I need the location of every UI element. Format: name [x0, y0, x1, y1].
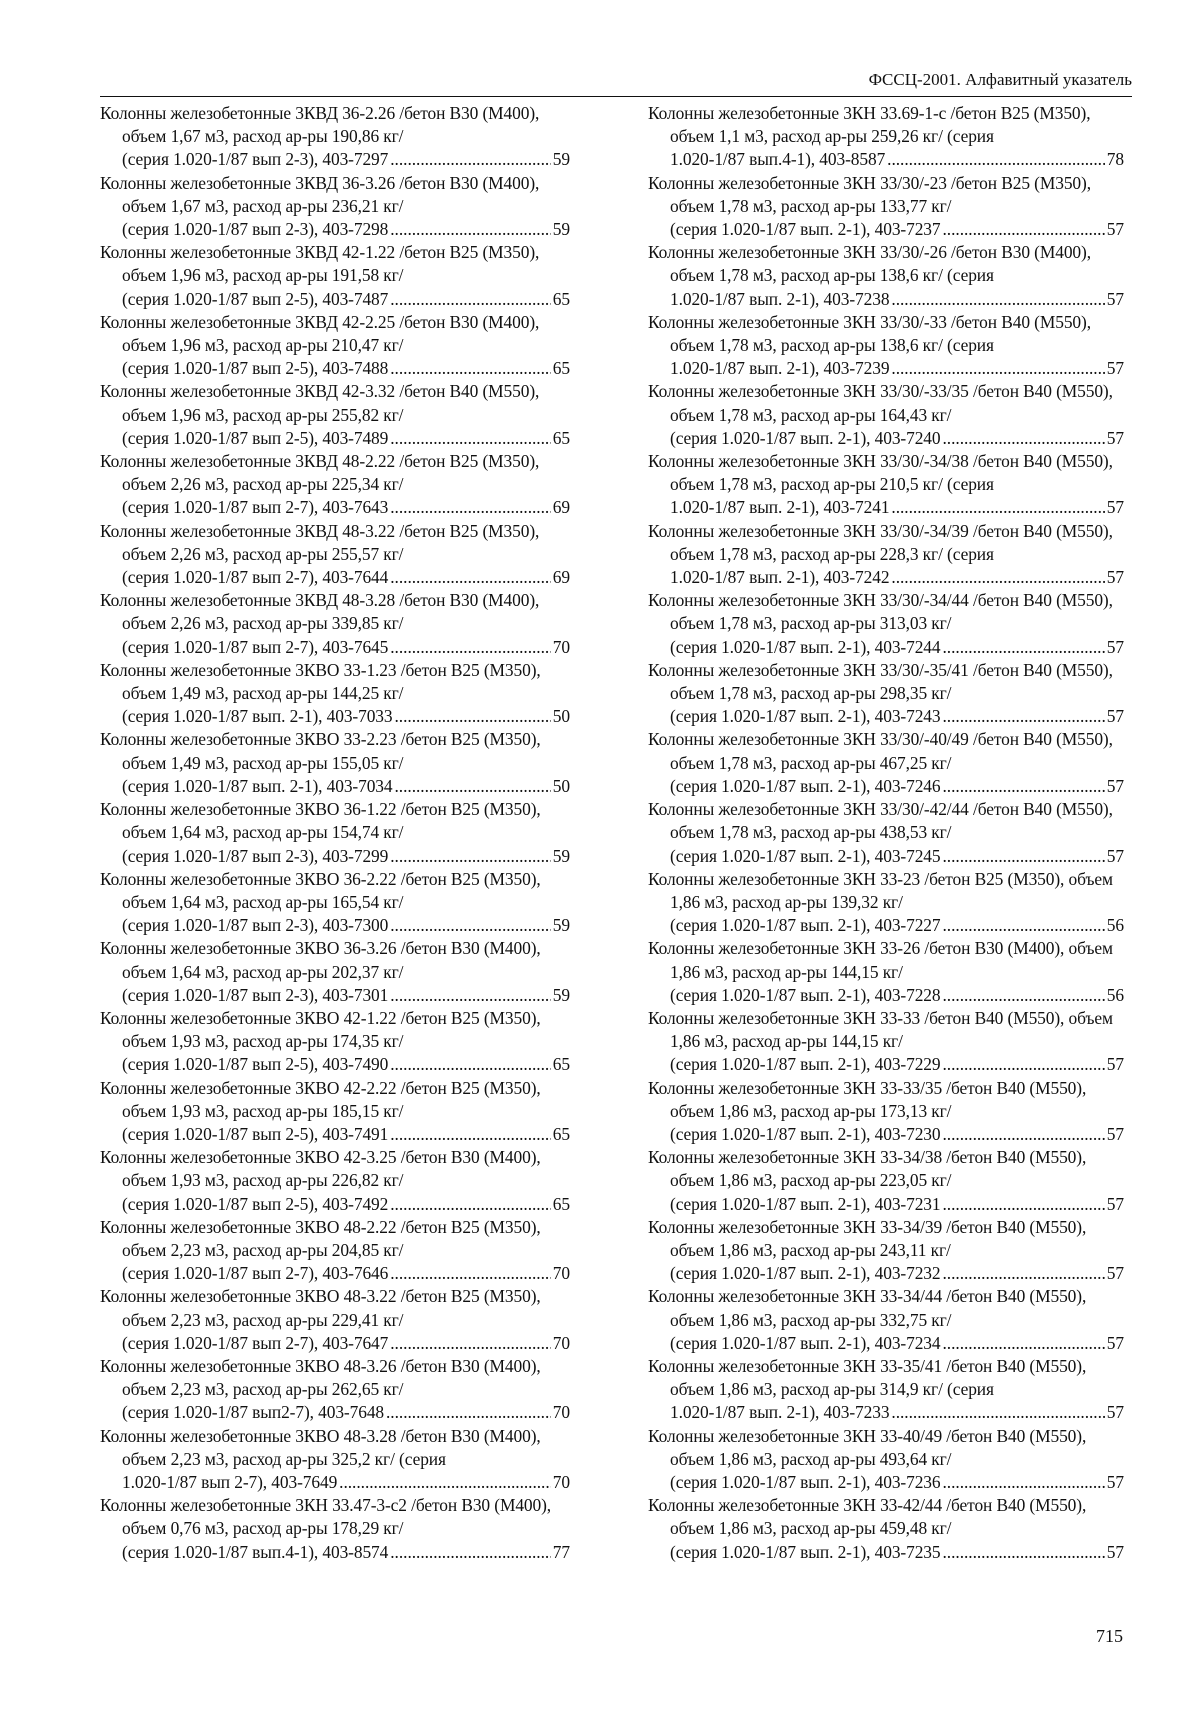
entry-reference-line — [122, 566, 570, 589]
entry-page-number: 56 — [1106, 915, 1124, 936]
entry-reference-line — [670, 984, 1124, 1007]
index-entry — [100, 1216, 570, 1286]
entry-series-reference: (серия 1.020-1/87 вып. 2-1), 403-7232 — [670, 1263, 941, 1284]
entry-series-reference: (серия 1.020-1/87 вып.4-1), 403-8574 — [122, 1541, 389, 1562]
dot-leader — [390, 1193, 551, 1216]
entry-reference-line — [122, 427, 570, 450]
entry-reference-line — [670, 845, 1124, 868]
dot-leader — [943, 218, 1105, 241]
entry-description: Колонны железобетонные 3КВО 36-2.22 /бетон В25 (М350), объем 1,64 м3, расход ар-ры 165,54 кг/ — [100, 868, 541, 912]
entry-page-number: 57 — [1106, 1123, 1124, 1144]
dot-leader — [891, 496, 1104, 519]
entry-reference-line — [670, 1471, 1124, 1494]
entry-series-reference: (серия 1.020-1/87 вып 2-5), 403-7491 — [122, 1123, 389, 1144]
index-entry — [648, 659, 1124, 729]
dot-leader — [943, 1471, 1105, 1494]
entry-description: Колонны железобетонные 3КВД 36-2.26 /бетон В30 (М400), объем 1,67 м3, расход ар-ры 190,86 кг/ — [100, 103, 540, 147]
entry-description: Колонны железобетонные 3КН 33/30/-33/35 /бетон В40 (М550), объем 1,78 м3, расход ар-ры 164,43 кг/ — [648, 381, 1113, 425]
entry-series-reference: (серия 1.020-1/87 вып. 2-1), 403-7236 — [670, 1471, 941, 1492]
dot-leader — [390, 1541, 551, 1564]
index-entry — [648, 1146, 1124, 1216]
entry-description: Колонны железобетонные 3КН 33-26 /бетон В30 (М400), объем 1,86 м3, расход ар-ры 144,15 кг/ — [648, 938, 1113, 982]
dot-leader — [943, 427, 1105, 450]
entry-description: Колонны железобетонные 3КН 33-23 /бетон В25 (М350), объем 1,86 м3, расход ар-ры 139,32 кг/ — [648, 868, 1113, 912]
entry-series-reference: (серия 1.020-1/87 вып2-7), 403-7648 — [122, 1402, 385, 1423]
entry-description: Колонны железобетонные 3КН 33/30/-34/44 /бетон В40 (М550), объем 1,78 м3, расход ар-ры 313,03 кг/ — [648, 590, 1113, 634]
dot-leader — [339, 1471, 551, 1494]
entry-series-reference: (серия 1.020-1/87 вып 2-7), 403-7643 — [122, 497, 389, 518]
entry-series-reference: (серия 1.020-1/87 вып 2-5), 403-7490 — [122, 1054, 389, 1075]
dot-leader — [395, 775, 551, 798]
entry-series-reference: (серия 1.020-1/87 вып. 2-1), 403-7234 — [670, 1332, 941, 1353]
index-entry — [100, 311, 570, 381]
entry-series-reference: (серия 1.020-1/87 вып. 2-1), 403-7033 — [122, 706, 393, 727]
entry-description: Колонны железобетонные 3КВД 48-3.22 /бетон В25 (М350), объем 2,26 м3, расход ар-ры 255,57 кг/ — [100, 520, 540, 564]
entry-series-reference: (серия 1.020-1/87 вып. 2-1), 403-7228 — [670, 984, 941, 1005]
entry-description: Колонны железобетонные 3КН 33-42/44 /бетон В40 (М550), объем 1,86 м3, расход ар-ры 459,48 кг/ — [648, 1495, 1087, 1539]
index-entry — [100, 1146, 570, 1216]
entry-description: Колонны железобетонные 3КВД 48-3.28 /бетон В30 (М400), объем 2,26 м3, расход ар-ры 339,85 кг/ — [100, 590, 540, 634]
dot-leader — [891, 288, 1104, 311]
entry-page-number: 70 — [552, 1332, 570, 1353]
entry-description: Колонны железобетонные 3КН 33/30/-34/39 /бетон В40 (М550), объем 1,78 м3, расход ар-ры 228,3 кг/ (серия — [648, 520, 1113, 564]
index-entry — [100, 102, 570, 172]
entry-series-reference: 1.020-1/87 вып. 2-1), 403-7242 — [670, 567, 890, 588]
dot-leader — [943, 845, 1105, 868]
dot-leader — [943, 1332, 1105, 1355]
entry-description: Колонны железобетонные 3КВО 48-3.22 /бетон В25 (М350), объем 2,23 м3, расход ар-ры 229,41 кг/ — [100, 1286, 541, 1330]
entry-page-number: 59 — [552, 845, 570, 866]
entry-reference-line — [670, 1123, 1124, 1146]
entry-description: Колонны железобетонные 3КН 33/30/-34/38 /бетон В40 (М550), объем 1,78 м3, расход ар-ры 210,5 кг/ (серия — [648, 451, 1113, 495]
entry-series-reference: (серия 1.020-1/87 вып. 2-1), 403-7243 — [670, 706, 941, 727]
index-entry — [648, 450, 1124, 520]
page-number: 715 — [1096, 1626, 1123, 1646]
index-entry — [100, 520, 570, 590]
entry-series-reference: (серия 1.020-1/87 вып 2-5), 403-7487 — [122, 288, 389, 309]
index-entry — [100, 1494, 570, 1564]
index-entry — [100, 1425, 570, 1495]
dot-leader — [390, 636, 551, 659]
index-entry — [100, 1285, 570, 1355]
entry-description: Колонны железобетонные 3КВО 48-3.28 /бетон В30 (М400), объем 2,23 м3, расход ар-ры 325,2 кг/ (серия — [100, 1425, 541, 1469]
entry-description: Колонны железобетонные 3КВО 48-3.26 /бетон В30 (М400), объем 2,23 м3, расход ар-ры 262,65 кг/ — [100, 1355, 541, 1400]
entry-series-reference: (серия 1.020-1/87 вып 2-3), 403-7298 — [122, 219, 389, 240]
entry-reference-line — [122, 496, 570, 519]
entry-series-reference: (серия 1.020-1/87 вып. 2-1), 403-7244 — [670, 636, 941, 657]
entry-reference-line — [122, 288, 570, 311]
entry-series-reference: (серия 1.020-1/87 вып. 2-1), 403-7245 — [670, 845, 941, 866]
entry-reference-line — [670, 775, 1124, 798]
entry-page-number: 77 — [552, 1541, 570, 1562]
entry-page-number: 57 — [1106, 567, 1124, 588]
entry-page-number: 57 — [1106, 497, 1124, 518]
entry-reference-line — [670, 1332, 1124, 1355]
entry-description: Колонны железобетонные 3КВО 42-3.25 /бетон В30 (М400), объем 1,93 м3, расход ар-ры 226,82 кг/ — [100, 1147, 541, 1191]
index-entry — [648, 172, 1124, 242]
index-entry — [648, 798, 1124, 868]
dot-leader — [943, 1541, 1105, 1564]
dot-leader — [943, 775, 1105, 798]
index-entry — [648, 589, 1124, 659]
entry-series-reference: (серия 1.020-1/87 вып 2-3), 403-7297 — [122, 149, 389, 170]
entry-page-number: 57 — [1106, 1541, 1124, 1562]
entry-page-number: 57 — [1106, 636, 1124, 657]
entry-page-number: 57 — [1106, 1402, 1124, 1423]
entry-description: Колонны железобетонные 3КВО 33-1.23 /бетон В25 (М350), объем 1,49 м3, расход ар-ры 144,25 кг/ — [100, 659, 541, 704]
entry-reference-line — [670, 357, 1124, 380]
entry-page-number: 57 — [1106, 706, 1124, 727]
entry-reference-line — [122, 1193, 570, 1216]
index-entry — [100, 1355, 570, 1425]
entry-description: Колонны железобетонные 3КВО 33-2.23 /бетон В25 (М350), объем 1,49 м3, расход ар-ры 155,05 кг/ — [100, 729, 541, 773]
index-entry — [648, 241, 1124, 311]
index-entry — [100, 937, 570, 1007]
index-entry — [100, 728, 570, 798]
entry-series-reference: (серия 1.020-1/87 вып. 2-1), 403-7240 — [670, 427, 941, 448]
entry-page-number: 69 — [552, 497, 570, 518]
entry-description: Колонны железобетонные 3КН 33/30/-40/49 /бетон В40 (М550), объем 1,78 м3, расход ар-ры 467,25 кг/ — [648, 729, 1113, 773]
dot-leader — [943, 1123, 1105, 1146]
entry-reference-line — [122, 1541, 570, 1564]
dot-leader — [390, 984, 551, 1007]
index-entry — [648, 868, 1124, 938]
entry-description: Колонны железобетонные 3КН 33-33 /бетон В40 (М550), объем 1,86 м3, расход ар-ры 144,15 кг/ — [648, 1007, 1113, 1052]
entry-page-number: 56 — [1106, 984, 1124, 1005]
dot-leader — [395, 705, 551, 728]
dot-leader — [390, 1123, 551, 1146]
entry-reference-line — [122, 914, 570, 937]
dot-leader — [891, 566, 1104, 589]
index-entry — [648, 1007, 1124, 1077]
dot-leader — [390, 1262, 551, 1285]
dot-leader — [390, 1332, 551, 1355]
entry-series-reference: (серия 1.020-1/87 вып 2-3), 403-7299 — [122, 845, 389, 866]
dot-leader — [943, 1053, 1105, 1076]
dot-leader — [891, 357, 1104, 380]
entry-reference-line — [122, 218, 570, 241]
entry-reference-line — [670, 148, 1124, 171]
dot-leader — [943, 914, 1105, 937]
entry-page-number: 57 — [1106, 845, 1124, 866]
entry-series-reference: (серия 1.020-1/87 вып 2-5), 403-7489 — [122, 427, 389, 448]
dot-leader — [891, 1401, 1104, 1424]
entry-description: Колонны железобетонные 3КВД 42-2.25 /бетон В30 (М400), объем 1,96 м3, расход ар-ры 210,47 кг/ — [100, 311, 540, 356]
entry-page-number: 69 — [552, 567, 570, 588]
entry-description: Колонны железобетонные 3КВО 36-1.22 /бетон В25 (М350), объем 1,64 м3, расход ар-ры 154,74 кг/ — [100, 799, 541, 843]
index-entry — [100, 868, 570, 938]
entry-reference-line — [670, 1262, 1124, 1285]
entry-description: Колонны железобетонные 3КН 33/30/-42/44 /бетон В40 (М550), объем 1,78 м3, расход ар-ры 438,53 кг/ — [648, 799, 1113, 843]
entry-page-number: 65 — [552, 427, 570, 448]
dot-leader — [390, 845, 551, 868]
dot-leader — [390, 496, 551, 519]
entry-description: Колонны железобетонные 3КН 33-40/49 /бетон В40 (М550), объем 1,86 м3, расход ар-ры 493,64 кг/ — [648, 1425, 1087, 1469]
entry-reference-line — [122, 148, 570, 171]
entry-page-number: 59 — [552, 219, 570, 240]
entry-series-reference: (серия 1.020-1/87 вып 2-7), 403-7646 — [122, 1263, 389, 1284]
entry-page-number: 57 — [1106, 219, 1124, 240]
index-entry — [100, 172, 570, 242]
entry-series-reference: 1.020-1/87 вып 2-7), 403-7649 — [122, 1471, 338, 1492]
index-entry — [648, 1425, 1124, 1495]
entry-page-number: 78 — [1106, 149, 1124, 170]
entry-page-number: 59 — [552, 915, 570, 936]
entry-description: Колонны железобетонные 3КВО 42-1.22 /бетон В25 (М350), объем 1,93 м3, расход ар-ры 174,35 кг/ — [100, 1007, 541, 1052]
index-entry — [100, 241, 570, 311]
entry-series-reference: (серия 1.020-1/87 вып 2-7), 403-7647 — [122, 1332, 389, 1353]
entry-series-reference: (серия 1.020-1/87 вып. 2-1), 403-7235 — [670, 1541, 941, 1562]
entry-page-number: 59 — [552, 149, 570, 170]
entry-reference-line — [670, 705, 1124, 728]
entry-series-reference: 1.020-1/87 вып. 2-1), 403-7241 — [670, 497, 890, 518]
entry-reference-line — [670, 427, 1124, 450]
entry-page-number: 70 — [552, 1263, 570, 1284]
entry-description: Колонны железобетонные 3КН 33-34/38 /бетон В40 (М550), объем 1,86 м3, расход ар-ры 223,05 кг/ — [648, 1147, 1087, 1191]
entry-page-number: 59 — [552, 984, 570, 1005]
entry-page-number: 57 — [1106, 775, 1124, 796]
index-entry — [648, 1216, 1124, 1286]
index-entry — [100, 380, 570, 450]
index-entry — [648, 1077, 1124, 1147]
entry-reference-line — [122, 1123, 570, 1146]
index-entry — [648, 1494, 1124, 1564]
entry-reference-line — [122, 775, 570, 798]
entry-description: Колонны железобетонные 3КВД 42-3.32 /бетон В40 (М550), объем 1,96 м3, расход ар-ры 255,82 кг/ — [100, 381, 540, 425]
entry-page-number: 57 — [1106, 358, 1124, 379]
entry-description: Колонны железобетонные 3КН 33/30/-23 /бетон В25 (М350), объем 1,78 м3, расход ар-ры 133,77 кг/ — [648, 172, 1091, 216]
entry-description: Колонны железобетонные 3КВО 42-2.22 /бетон В25 (М350), объем 1,93 м3, расход ар-ры 185,15 кг/ — [100, 1077, 541, 1121]
index-entry — [100, 798, 570, 868]
entry-reference-line — [670, 1401, 1124, 1424]
entry-description: Колонны железобетонные 3КВО 48-2.22 /бетон В25 (М350), объем 2,23 м3, расход ар-ры 204,85 кг/ — [100, 1216, 541, 1260]
entry-page-number: 57 — [1106, 427, 1124, 448]
entry-series-reference: (серия 1.020-1/87 вып 2-3), 403-7301 — [122, 984, 389, 1005]
dot-leader — [390, 566, 551, 589]
entry-series-reference: (серия 1.020-1/87 вып 2-5), 403-7492 — [122, 1193, 389, 1214]
entry-page-number: 50 — [552, 775, 570, 796]
entry-description: Колонны железобетонные 3КВД 42-1.22 /бетон В25 (М350), объем 1,96 м3, расход ар-ры 191,58 кг/ — [100, 242, 540, 286]
entry-description: Колонны железобетонные 3КН 33/30/-35/41 /бетон В40 (М550), объем 1,78 м3, расход ар-ры 298,35 кг/ — [648, 659, 1113, 704]
index-entry — [648, 937, 1124, 1007]
index-entry — [648, 380, 1124, 450]
index-entry — [648, 311, 1124, 381]
dot-leader — [943, 705, 1105, 728]
running-header: ФССЦ-2001. Алфавитный указатель — [100, 68, 1132, 97]
entry-reference-line — [122, 1053, 570, 1076]
entry-reference-line — [122, 1471, 570, 1494]
index-entry — [100, 450, 570, 520]
entry-page-number: 57 — [1106, 1332, 1124, 1353]
entry-reference-line — [670, 1193, 1124, 1216]
entry-description: Колонны железобетонные 3КН 33-35/41 /бетон В40 (М550), объем 1,86 м3, расход ар-ры 314,9 кг/ (серия — [648, 1355, 1087, 1400]
entry-description: Колонны железобетонные 3КВД 36-3.26 /бетон В30 (М400), объем 1,67 м3, расход ар-ры 236,21 кг/ — [100, 172, 540, 216]
entry-reference-line — [122, 1262, 570, 1285]
entry-page-number: 70 — [552, 1471, 570, 1492]
entry-description: Колонны железобетонные 3КН 33/30/-26 /бетон В30 (М400), объем 1,78 м3, расход ар-ры 138,6 кг/ (серия — [648, 242, 1091, 286]
index-entry — [648, 102, 1124, 172]
entry-page-number: 57 — [1106, 1263, 1124, 1284]
entry-series-reference: 1.020-1/87 вып. 2-1), 403-7233 — [670, 1402, 890, 1423]
entry-page-number: 65 — [552, 1193, 570, 1214]
entry-series-reference: (серия 1.020-1/87 вып 2-7), 403-7645 — [122, 636, 389, 657]
entry-reference-line — [670, 288, 1124, 311]
entry-page-number: 57 — [1106, 1193, 1124, 1214]
dot-leader — [386, 1401, 551, 1424]
entry-page-number: 57 — [1106, 1054, 1124, 1075]
index-entry — [648, 520, 1124, 590]
entry-description: Колонны железобетонные 3КВО 36-3.26 /бетон В30 (М400), объем 1,64 м3, расход ар-ры 202,37 кг/ — [100, 938, 541, 982]
index-entry — [648, 1355, 1124, 1425]
entry-reference-line — [122, 357, 570, 380]
entry-reference-line — [670, 1053, 1124, 1076]
entry-series-reference: 1.020-1/87 вып. 2-1), 403-7238 — [670, 288, 890, 309]
entry-reference-line — [670, 496, 1124, 519]
entry-reference-line — [122, 705, 570, 728]
entry-description: Колонны железобетонные 3КН 33-34/44 /бетон В40 (М550), объем 1,86 м3, расход ар-ры 332,75 кг/ — [648, 1286, 1087, 1330]
dot-leader — [943, 1193, 1105, 1216]
entry-series-reference: (серия 1.020-1/87 вып. 2-1), 403-7034 — [122, 775, 393, 796]
index-entry — [648, 1285, 1124, 1355]
entry-page-number: 57 — [1106, 288, 1124, 309]
entry-reference-line — [122, 1332, 570, 1355]
dot-leader — [887, 148, 1105, 171]
entry-page-number: 65 — [552, 1054, 570, 1075]
entry-series-reference: (серия 1.020-1/87 вып. 2-1), 403-7231 — [670, 1193, 941, 1214]
entry-series-reference: (серия 1.020-1/87 вып 2-5), 403-7488 — [122, 358, 389, 379]
entry-series-reference: 1.020-1/87 вып.4-1), 403-8587 — [670, 149, 886, 170]
entry-page-number: 50 — [552, 706, 570, 727]
entry-series-reference: (серия 1.020-1/87 вып. 2-1), 403-7246 — [670, 775, 941, 796]
entry-reference-line — [670, 636, 1124, 659]
dot-leader — [390, 357, 551, 380]
dot-leader — [390, 288, 551, 311]
entry-page-number: 65 — [552, 288, 570, 309]
entry-page-number: 70 — [552, 636, 570, 657]
index-entry — [100, 589, 570, 659]
entry-description: Колонны железобетонные 3КВД 48-2.22 /бетон В25 (М350), объем 2,26 м3, расход ар-ры 225,34 кг/ — [100, 451, 540, 495]
entry-page-number: 70 — [552, 1402, 570, 1423]
entry-reference-line — [122, 636, 570, 659]
dot-leader — [943, 984, 1105, 1007]
entry-reference-line — [670, 218, 1124, 241]
entry-series-reference: (серия 1.020-1/87 вып. 2-1), 403-7230 — [670, 1123, 941, 1144]
index-entry — [100, 1077, 570, 1147]
dot-leader — [390, 148, 551, 171]
entry-series-reference: (серия 1.020-1/87 вып 2-3), 403-7300 — [122, 915, 389, 936]
entry-description: Колонны железобетонные 3КН 33.47-3-с2 /бетон В30 (М400), объем 0,76 м3, расход ар-ры 178,29 кг/ — [100, 1495, 552, 1539]
entry-description: Колонны железобетонные 3КН 33/30/-33 /бетон В40 (М550), объем 1,78 м3, расход ар-ры 138,6 кг/ (серия — [648, 311, 1091, 356]
entry-reference-line — [670, 566, 1124, 589]
entry-series-reference: (серия 1.020-1/87 вып. 2-1), 403-7227 — [670, 915, 941, 936]
entry-series-reference: (серия 1.020-1/87 вып. 2-1), 403-7237 — [670, 219, 941, 240]
entry-series-reference: 1.020-1/87 вып. 2-1), 403-7239 — [670, 358, 890, 379]
dot-leader — [943, 636, 1105, 659]
entry-page-number: 65 — [552, 358, 570, 379]
dot-leader — [390, 1053, 551, 1076]
dot-leader — [390, 218, 551, 241]
entry-series-reference: (серия 1.020-1/87 вып 2-7), 403-7644 — [122, 567, 389, 588]
index-column-left — [100, 102, 570, 1564]
entry-page-number: 65 — [552, 1123, 570, 1144]
entry-description: Колонны железобетонные 3КН 33.69-1-с /бетон В25 (М350), объем 1,1 м3, расход ар-ры 259,26 кг/ (серия — [648, 103, 1091, 147]
index-column-right — [648, 102, 1124, 1564]
index-entry — [648, 728, 1124, 798]
dot-leader — [390, 427, 551, 450]
entry-description: Колонны железобетонные 3КН 33-33/35 /бетон В40 (М550), объем 1,86 м3, расход ар-ры 173,13 кг/ — [648, 1077, 1087, 1121]
entry-series-reference: (серия 1.020-1/87 вып. 2-1), 403-7229 — [670, 1054, 941, 1075]
entry-description: Колонны железобетонные 3КН 33-34/39 /бетон В40 (М550), объем 1,86 м3, расход ар-ры 243,11 кг/ — [648, 1216, 1087, 1260]
entry-reference-line — [670, 1541, 1124, 1564]
dot-leader — [390, 914, 551, 937]
entry-reference-line — [122, 845, 570, 868]
entry-page-number: 57 — [1106, 1471, 1124, 1492]
index-entry — [100, 659, 570, 729]
entry-reference-line — [122, 1401, 570, 1424]
dot-leader — [943, 1262, 1105, 1285]
index-entry — [100, 1007, 570, 1077]
entry-reference-line — [122, 984, 570, 1007]
entry-reference-line — [670, 914, 1124, 937]
